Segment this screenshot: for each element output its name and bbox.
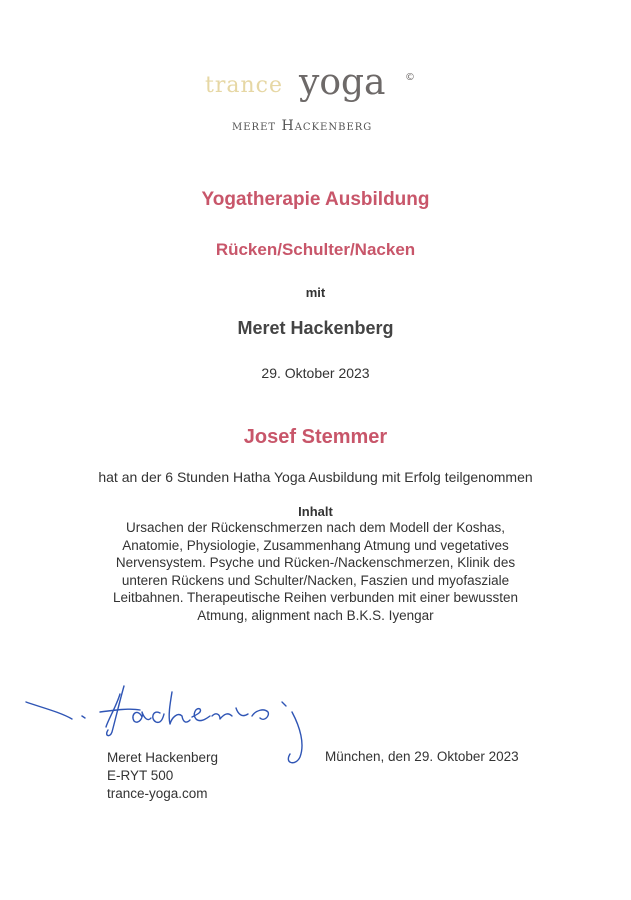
content-title: Inhalt: [298, 504, 333, 519]
content-line: unteren Rückens und Schulter/Nacken, Faszien und myofasziale: [121, 572, 510, 588]
logo-trance-text: trance: [205, 73, 283, 98]
content-body: [60, 519, 571, 624]
certificate-title: Yogatherapie Ausbildung: [201, 189, 430, 210]
place-and-date: München, den 29. Oktober 2023: [325, 749, 519, 764]
signer-website: trance-yoga.com: [107, 786, 208, 801]
completion-statement: hat an der 6 Stunden Hatha Yoga Ausbildung mit Erfolg teilgenommen: [98, 469, 533, 485]
with-label: mit: [305, 285, 326, 300]
signer-name: Meret Hackenberg: [107, 750, 219, 765]
certificate-subtitle: Rücken/Schulter/Nacken: [215, 240, 416, 259]
signer-block: [107, 749, 218, 803]
trance-yoga-logo: [205, 62, 425, 114]
signer-credential: E-RYT 500: [107, 768, 174, 783]
course-date: 29. Oktober 2023: [261, 365, 370, 381]
content-line: Leitbahnen. Therapeutische Reihen verbunden mit einer bewussten: [112, 590, 519, 605]
content-line: Anatomie, Physiologie, Zusammenhang Atmung und vegetatives: [122, 537, 509, 553]
content-line: Atmung, alignment nach B.K.S. Iyengar: [197, 607, 434, 623]
participant-name: Josef Stemmer: [243, 426, 388, 448]
content-line: Nervensystem. Psyche und Rücken-/Nackenschmerzen, Klinik des: [115, 555, 516, 570]
logo-yoga-text: yoga: [299, 62, 386, 103]
content-line: Ursachen der Rückenschmerzen nach dem Modell der Koshas,: [126, 520, 505, 535]
logo-subtitle: meret Hackenberg: [232, 118, 373, 134]
teacher-name: Meret Hackenberg: [237, 318, 394, 338]
logo-copyright-mark: ©: [405, 72, 415, 83]
